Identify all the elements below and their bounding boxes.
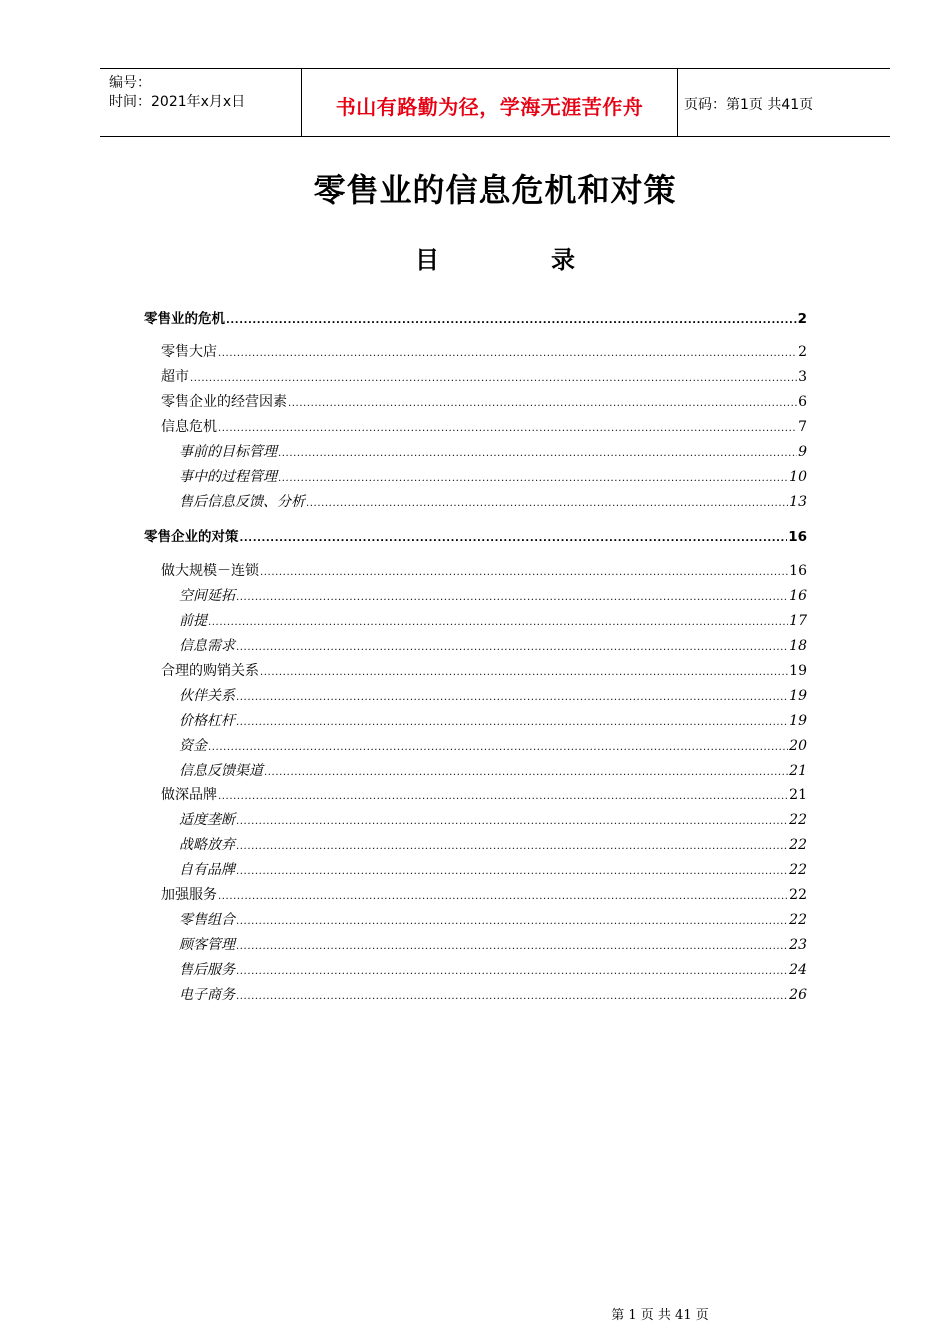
toc-entry-page: 2 (797, 311, 807, 327)
toc-leader-dots (218, 345, 797, 363)
toc-entry-label: 零售企业的对策 (144, 529, 239, 545)
toc-entry-label: 顾客管理 (179, 937, 235, 953)
toc-entry[interactable] (179, 443, 807, 463)
toc-entry[interactable] (179, 861, 807, 881)
toc-leader-dots (236, 639, 788, 657)
toc-entry-page: 2 (798, 344, 807, 360)
toc-leader-dots (236, 863, 788, 881)
toc-entry[interactable] (179, 493, 807, 513)
toc-entry-page: 10 (789, 469, 807, 485)
toc-entry[interactable] (179, 986, 807, 1006)
toc-leader-dots (278, 445, 797, 463)
toc-entry-page: 3 (798, 369, 807, 385)
toc-entry[interactable] (179, 961, 807, 981)
header-info-cell (100, 69, 301, 136)
toc-leader-dots (236, 988, 788, 1006)
toc-leader-dots (240, 530, 788, 548)
toc-entry[interactable] (179, 762, 807, 782)
toc-entry-page: 13 (789, 494, 807, 510)
toc-entry[interactable] (179, 936, 807, 956)
toc-entry-label: 适度垄断 (179, 812, 235, 828)
toc-entry[interactable] (161, 343, 807, 363)
toc-entry-page: 16 (789, 588, 807, 604)
toc-leader-dots (264, 764, 788, 782)
document-date-label: 时间：2021年x月x日 (109, 94, 246, 110)
toc-entry-page: 18 (789, 638, 807, 654)
toc-entry-label: 加强服务 (161, 887, 217, 903)
document-number-label: 编号： (109, 75, 151, 91)
toc-entry-page: 19 (789, 713, 807, 729)
toc-entry[interactable] (179, 811, 807, 831)
toc-leader-dots (218, 420, 797, 438)
toc-entry[interactable] (161, 886, 807, 906)
toc-entry[interactable] (161, 662, 807, 682)
toc-entry-page: 26 (789, 987, 807, 1003)
toc-entry-page: 21 (789, 787, 807, 803)
toc-entry-page: 7 (798, 419, 807, 435)
toc-entry-label: 伙伴关系 (179, 688, 235, 704)
toc-entry[interactable] (161, 393, 807, 413)
toc-entry-label: 事中的过程管理 (179, 469, 277, 485)
toc-entry-label: 资金 (179, 738, 207, 754)
toc-leader-dots (288, 395, 797, 413)
toc-leader-dots (190, 370, 797, 388)
toc-entry-label: 战略放弃 (179, 837, 235, 853)
toc-entry-label: 事前的目标管理 (179, 444, 277, 460)
toc-leader-dots (306, 495, 788, 513)
toc-entry-label: 信息需求 (179, 638, 235, 654)
toc-leader-dots (218, 788, 788, 806)
header-page-cell (677, 69, 890, 136)
toc-entry[interactable] (161, 786, 807, 806)
toc-entry-page: 23 (789, 937, 807, 953)
toc-leader-dots (236, 589, 788, 607)
toc-entry-label: 信息反馈渠道 (179, 763, 263, 779)
header-motto-cell (301, 69, 678, 136)
toc-entry[interactable] (161, 562, 807, 582)
toc-entry-label: 做大规模－连锁 (161, 563, 259, 579)
toc-entry-label: 自有品牌 (179, 862, 235, 878)
toc-entry-label: 空间延拓 (179, 588, 235, 604)
toc-leader-dots (260, 664, 788, 682)
toc-leader-dots (236, 913, 788, 931)
toc-entry-label: 电子商务 (179, 987, 235, 1003)
toc-entry[interactable] (161, 418, 807, 438)
toc-entry-label: 前提 (179, 613, 207, 629)
header-page-info: 页码：第1页 共41页 (684, 97, 814, 113)
toc-entry[interactable] (179, 836, 807, 856)
toc-leader-dots (260, 564, 788, 582)
toc-leader-dots (236, 838, 788, 856)
toc-leader-dots (236, 938, 788, 956)
toc-entry-label: 零售业的危机 (144, 311, 225, 327)
toc-leader-dots (236, 963, 788, 981)
toc-leader-dots (208, 614, 788, 632)
toc-entry-page: 22 (789, 912, 807, 928)
toc-leader-dots (236, 714, 788, 732)
toc-entry-page: 21 (789, 763, 807, 779)
toc-entry-page: 9 (798, 444, 807, 460)
toc-leader-dots (208, 739, 788, 757)
toc-entry-page: 19 (789, 663, 807, 679)
toc-entry-page: 22 (789, 862, 807, 878)
toc-leader-dots (278, 470, 788, 488)
page-footer: 第 1 页 共 41 页 (611, 1308, 709, 1323)
toc-entry-page: 17 (789, 613, 807, 629)
toc-entry[interactable] (179, 911, 807, 931)
toc-entry-label: 做深品牌 (161, 787, 217, 803)
toc-entry[interactable] (179, 687, 807, 707)
page-header (100, 68, 890, 137)
toc-entry[interactable] (179, 468, 807, 488)
toc-entry-label: 零售大店 (161, 344, 217, 360)
toc-entry-page: 22 (789, 887, 807, 903)
toc-entry[interactable] (179, 637, 807, 657)
toc-heading: 目 录 (415, 245, 619, 274)
toc-entry-label: 零售企业的经营因素 (161, 394, 287, 410)
toc-entry-label: 售后信息反馈、分析 (179, 494, 305, 510)
toc-entry[interactable] (179, 612, 807, 632)
toc-entry-page: 6 (798, 394, 807, 410)
toc-entry[interactable] (161, 368, 807, 388)
toc-entry-page: 19 (789, 688, 807, 704)
toc-entry-page: 22 (789, 837, 807, 853)
toc-entry-label: 零售组合 (179, 912, 235, 928)
toc-leader-dots (218, 888, 788, 906)
toc-entry-page: 16 (789, 563, 807, 579)
toc-entry-page: 24 (789, 962, 807, 978)
toc-entry-page: 16 (788, 529, 807, 545)
toc-entry-page: 20 (789, 738, 807, 754)
toc-entry-page: 22 (789, 812, 807, 828)
toc-entry-label: 信息危机 (161, 419, 217, 435)
toc-entry[interactable] (144, 528, 807, 548)
toc-entry-label: 售后服务 (179, 962, 235, 978)
toc-entry[interactable] (179, 737, 807, 757)
toc-entry[interactable] (144, 310, 807, 330)
toc-leader-dots (236, 813, 788, 831)
toc-entry-label: 合理的购销关系 (161, 663, 259, 679)
toc-leader-dots (236, 689, 788, 707)
document-title: 零售业的信息危机和对策 (313, 171, 677, 209)
toc-entry-label: 价格杠杆 (179, 713, 235, 729)
toc-entry-label: 超市 (161, 369, 189, 385)
toc-entry[interactable] (179, 587, 807, 607)
toc-leader-dots (226, 312, 797, 330)
toc-entry[interactable] (179, 712, 807, 732)
header-motto: 书山有路勤为径，学海无涯苦作舟 (335, 95, 644, 119)
